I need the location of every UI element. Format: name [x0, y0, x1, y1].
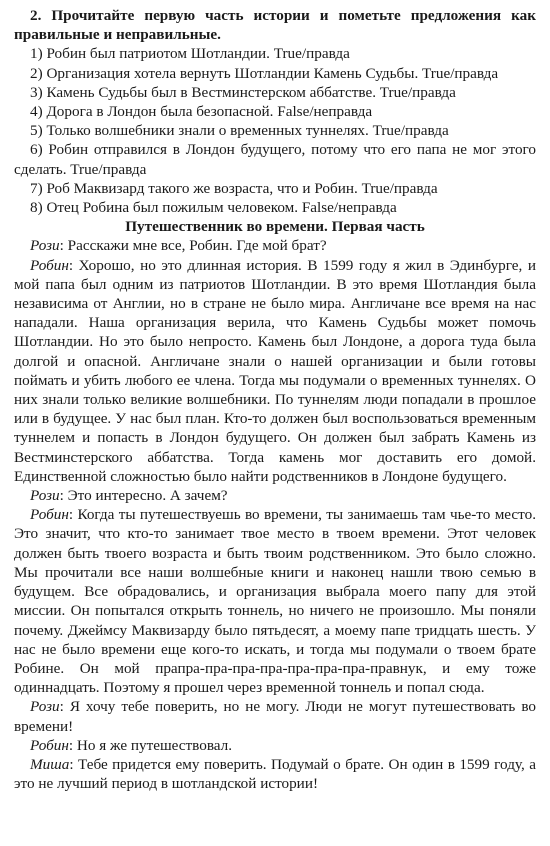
dialogue-paragraph — [14, 256, 536, 486]
task-item-4: 4) Дорога в Лондон была безопасной. False/неправда — [30, 103, 373, 121]
story-dialogue — [14, 236, 536, 793]
dialogue-paragraph — [14, 697, 536, 735]
dialogue-text: : Это интересно. А зачем? — [59, 487, 228, 505]
dialogue-paragraph — [14, 505, 536, 697]
speaker-name: Рози — [30, 698, 60, 716]
task-item-3: 3) Камень Судьбы был в Вестминстерском аббатстве. True/правда — [30, 83, 456, 101]
dialogue-text: : Хорошо, но это длинная история. В 1599 году я жил в Эдинбурге, и мой папа был одним из патриотов Шотландии. В это время Шотландия была независима от Англии, но в стране не было мира. Англичане все время на нас нападали. Наша организация верила, что Камень Судьбы может помочь Шотландии. Но это было непросто. Камень был Лондоне, а дорога туда была долгой и опасной. Англичане знали о нашей организации и были готовы поймать и убить любого ее члена. Тогда мы подумали о временных туннелях. О них знали только великие волшебники. По туннелям люди попадали в прошлое или в будущее. У нас был план. Кто-то должен был воспользоваться временным туннелем и попасть в Лондон будущего. Он должен был забрать Камень из Вестминстерского аббатства. Тогда камень мог доставить его домой. Единственной сложностью было найти родственников в Лондоне будущего. — [14, 256, 536, 485]
task-title: 2. Прочитайте первую часть истории и пометьте предложения как правильные и неправильные. — [14, 7, 536, 44]
task-item-8: 8) Отец Робина был пожилым человеком. False/неправда — [30, 199, 397, 217]
dialogue-text: : Тебе придется ему поверить. Подумай о брате. Он один в 1599 году, а это не лучший период в шотландской истории! — [14, 755, 536, 793]
dialogue-paragraph — [14, 755, 536, 793]
dialogue-paragraph — [14, 486, 536, 505]
task-item-2: 2) Организация хотела вернуть Шотландии Камень Судьбы. True/правда — [30, 64, 499, 82]
dialogue-text: : Но я же путешествовал. — [68, 736, 233, 754]
speaker-name: Миша — [30, 755, 70, 773]
speaker-name: Робин — [30, 506, 69, 524]
dialogue-text: : Расскажи мне все, Робин. Где мой брат? — [59, 237, 327, 255]
task-item-7: 7) Роб Маквизард такого же возраста, что и Робин. True/правда — [30, 179, 438, 197]
dialogue-text: : Я хочу тебе поверить, но не могу. Люди не могут путешествовать во времени! — [14, 698, 536, 735]
speaker-name: Робин — [30, 736, 69, 754]
speaker-name: Рози — [30, 487, 60, 505]
speaker-name: Робин — [30, 256, 69, 274]
task-item-5: 5) Только волшебники знали о временных туннелях. True/правда — [30, 122, 449, 140]
task-item-6: 6) Робин отправился в Лондон будущего, потому что его папа не мог этого сделать. True/правда — [14, 141, 536, 178]
task-item-1: 1) Робин был патриотом Шотландии. True/правда — [30, 45, 350, 63]
dialogue-paragraph — [14, 236, 536, 255]
task-items — [14, 44, 536, 217]
speaker-name: Рози — [30, 237, 60, 255]
dialogue-text: : Когда ты путешествуешь во времени, ты занимаешь там чье-то место. Это значит, что кто-то занимает твое место в твоем времени. Этот человек должен быть твоего возраста и быть твоим родственником. Это было сложно. Мы прочитали все наши волшебные книги и наконец нашли твою семью в будущем. Все обрадовались, и организация выбрала моего папу для этой миссии. Он попытался открыть тоннель, но ничего не произошло. Мы поняли почему. Джеймсу Маквизарду было пятьдесят, а моему папе тридцать шесть. У нас не было времени еще кого-то искать, и тогда мы подумали о твоем брате Робине. Он мой прапра-пра-пра-пра-пра-пра-пра-правнук, и ему тоже одиннадцать. Поэтому я прошел через временной тоннель и попал сюда. — [14, 506, 536, 697]
story-title: Путешественник во времени. Первая часть — [125, 218, 425, 236]
dialogue-paragraph — [14, 736, 536, 755]
